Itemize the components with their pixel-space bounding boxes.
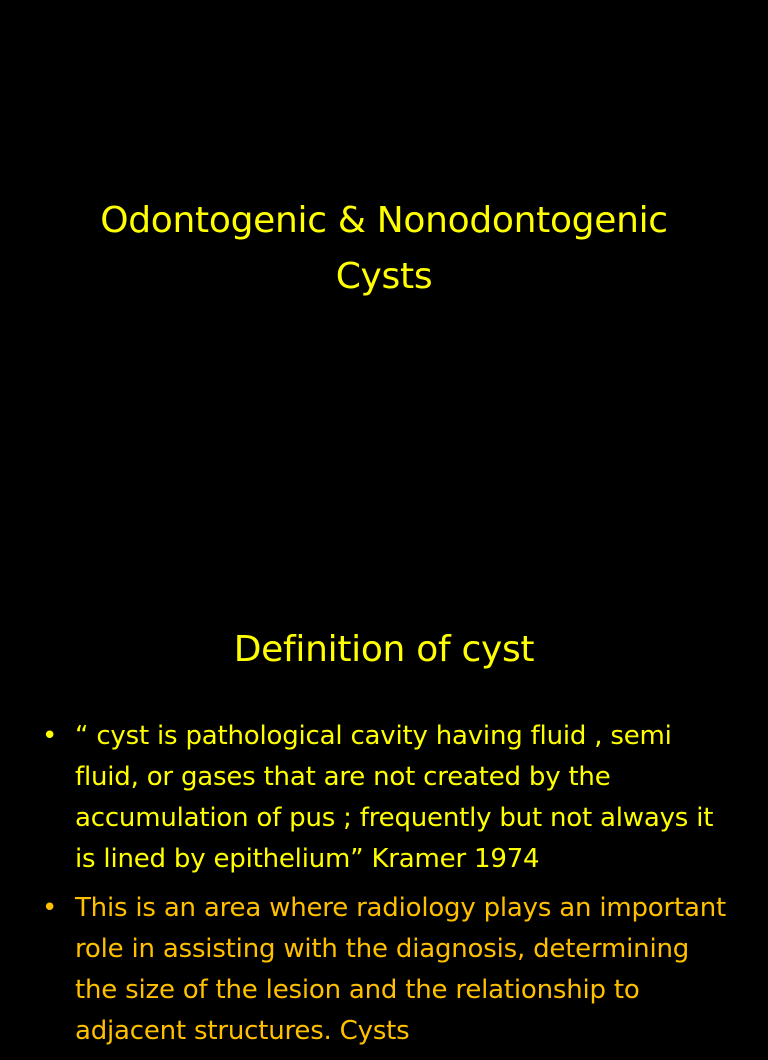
bullet-item bbox=[0, 888, 768, 1052]
bullet-text: This is an area where radiology plays an important role in assisting with the diagnosis, determining the size of the lesion and the relationship to adjacent structures. Cysts bbox=[75, 893, 726, 1046]
bullet-icon: • bbox=[42, 721, 58, 751]
slide-heading: Definition of cyst bbox=[233, 629, 535, 670]
title-line-2: Cysts bbox=[335, 256, 433, 297]
title-line-1: Odontogenic & Nonodontogenic bbox=[100, 200, 668, 241]
bullet-text: “ cyst is pathological cavity having fluid , semi fluid, or gases that are not created by the accumulation of pus ; frequently but not always it is lined by epithelium” Kramer 1974 bbox=[75, 721, 714, 874]
definition-slide bbox=[0, 576, 768, 1046]
bullet-item bbox=[0, 716, 768, 880]
bullet-icon: • bbox=[42, 893, 58, 923]
slide-title bbox=[40, 193, 728, 305]
bullet-list bbox=[0, 716, 768, 1060]
